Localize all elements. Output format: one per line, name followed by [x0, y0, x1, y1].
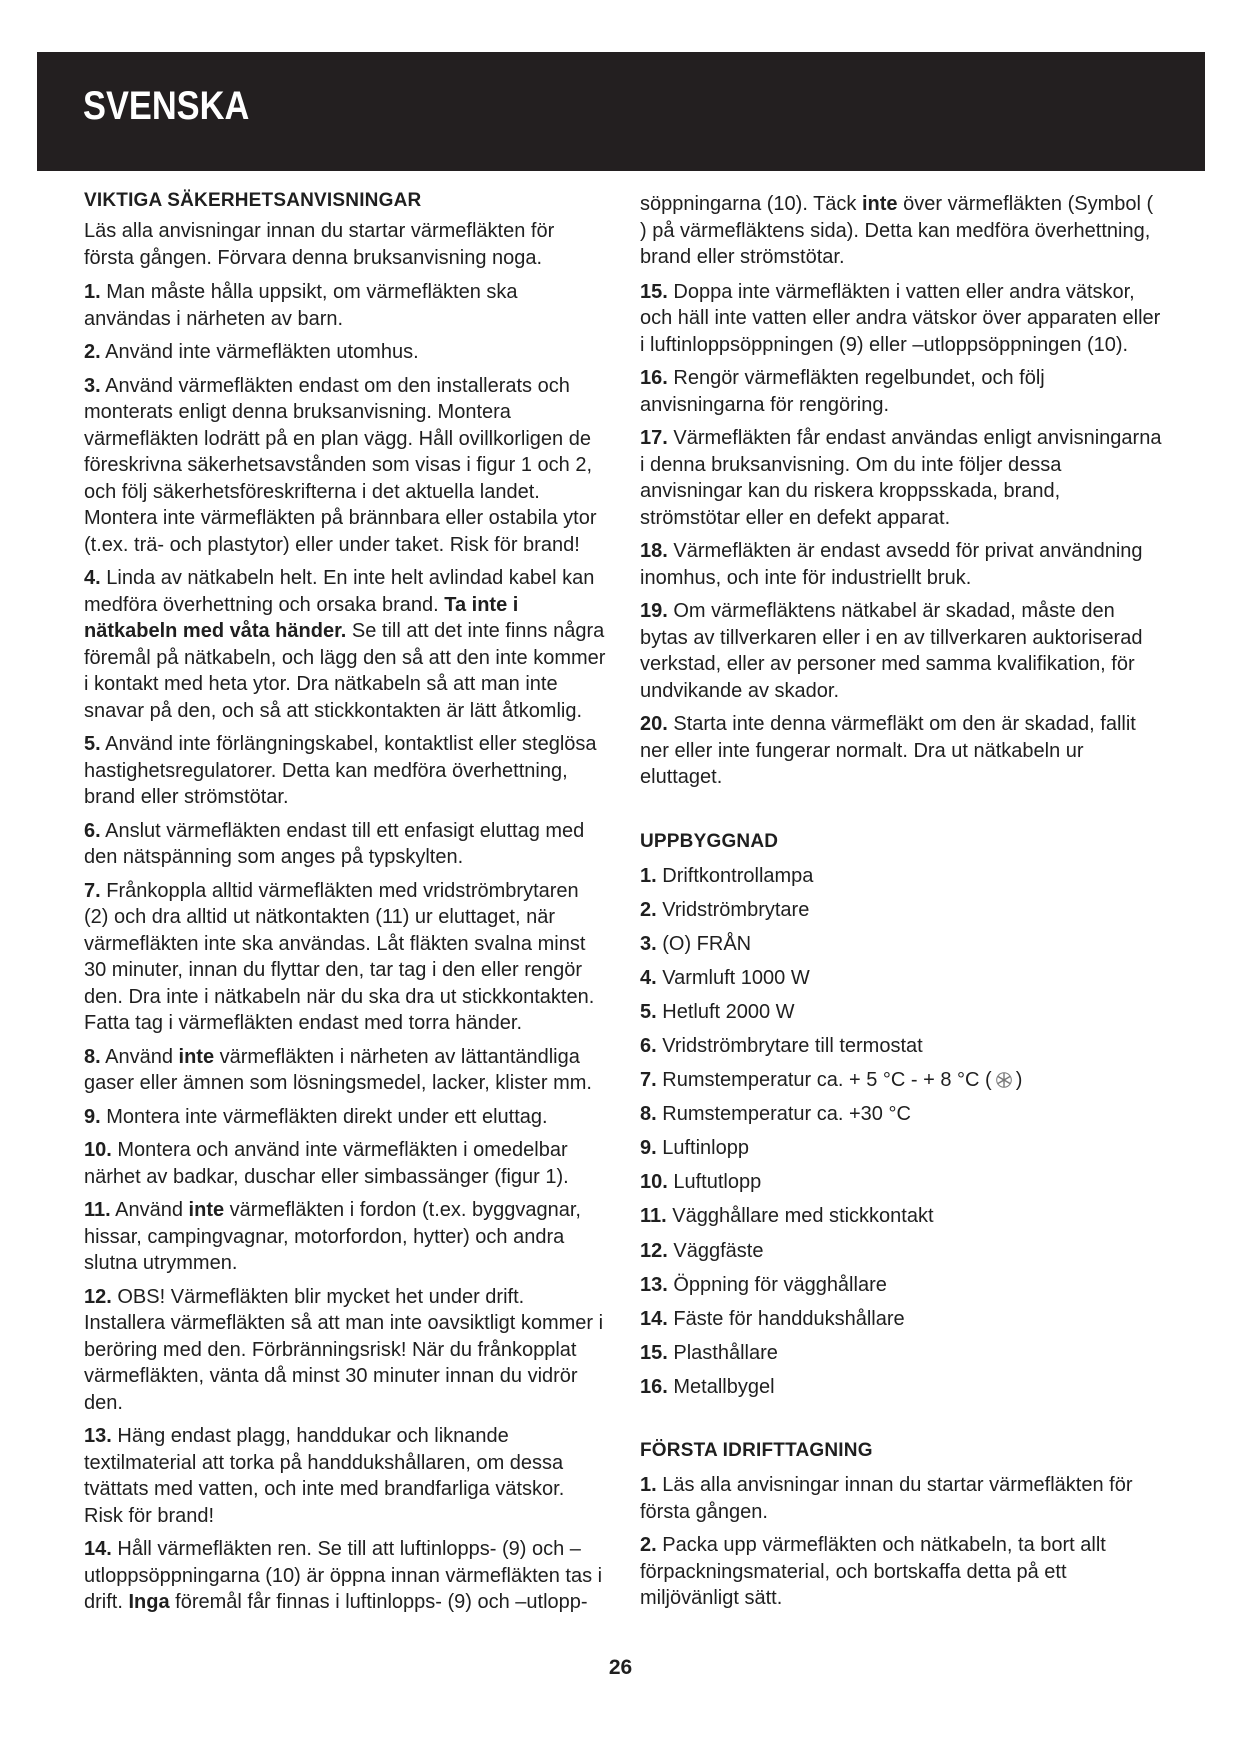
list-item: 8. Rumstemperatur ca. +30 °C: [640, 1103, 911, 1126]
right-column: [640, 188, 1165, 1619]
list-item: 8. Använd inte värmefläkten i närheten av lättantändliga gaser eller ämnen som lösningsmedel, lacker, klister mm.: [84, 1045, 592, 1094]
list-item: 19. Om värmefläktens nätkabel är skadad, måste den bytas av tillverkaren eller i en av tillverkaren auktoriserad verkstad, eller av personer med samma kvalifikation, för undvikande av skador.: [640, 600, 1143, 702]
forsta-section: [640, 1438, 1165, 1612]
list-item: 3. (O) FRÅN: [640, 932, 752, 955]
item-14-continuation: söppningarna (10). Täck inte över värmefläkten (Symbol ( ) på värmefläktens sida). Detta kan medföra överhettning, brand eller strömstötar.: [640, 193, 1154, 268]
list-item: 3. Använd värmefläkten endast om den installerats och monterats enligt denna bruksanvisning. Montera värmefläkten lodrätt på en plan vägg. Håll ovillkorligen de föreskrivna säkerhetsavstånden som visas i figur 1 och 2, och följ säkerhetsföreskrifterna i det aktuella landet. Montera inte värmefläkten på brännbara eller ostabila ytor (t.ex. trä- och plastytor) eller under taket. Risk för brand!: [84, 374, 597, 556]
list-item: 15. Doppa inte värmefläkten i vatten eller andra vätskor, och häll inte vatten eller andra vätskor över apparaten eller i luftinloppsöppningen (9) eller –utloppsöppningen (10).: [640, 280, 1161, 356]
parts-list: [640, 863, 1165, 1401]
list-item: 13. Öppning för vägghållare: [640, 1273, 887, 1296]
list-item: 10. Luftutlopp: [640, 1171, 762, 1194]
forsta-list: [640, 1472, 1165, 1612]
list-item: 12. Väggfäste: [640, 1239, 764, 1262]
frost-icon: [994, 1070, 1014, 1088]
language-title: SVENSKA: [83, 84, 250, 128]
list-item: 5. Hetluft 2000 W: [640, 1000, 795, 1023]
uppbyggnad-heading: UPPBYGGNAD: [640, 830, 779, 852]
list-item: 17. Värmefläkten får endast användas enligt anvisningarna i denna bruksanvisning. Om du inte följer dessa anvisningar kan du riskera kroppsskada, brand, strömstötar eller en defekt apparat.: [640, 427, 1162, 529]
list-item: 1. Läs alla anvisningar innan du startar värmefläkten för första gången.: [640, 1474, 1133, 1523]
safety-list-left: [84, 279, 606, 1616]
page-header: [37, 52, 1205, 171]
list-item: 9. Montera inte värmefläkten direkt under ett eluttag.: [84, 1105, 548, 1128]
list-item: 4. Linda av nätkabeln helt. En inte helt avlindad kabel kan medföra överhettning och orsaka brand. Ta inte i nätkabeln med våta händer. Se till att det inte finns några föremål på nätkabeln, och lägg den så att den inte kommer i kontakt med heta ytor. Dra nätkabeln så att man inte snavar på den, och så att stickkontakten är lätt åtkomlig.: [84, 567, 606, 722]
list-item: 13. Häng endast plagg, handdukar och liknande textilmaterial att torka på handdukshållaren, om dessa tvättats med vatten, och inte med brandfarliga vätskor. Risk för brand!: [84, 1425, 565, 1527]
list-item: 20. Starta inte denna värmefläkt om den är skadad, fallit ner eller inte fungerar normalt. Dra ut nätkabeln ur eluttaget.: [640, 713, 1136, 788]
list-item: 7. Frånkoppla alltid värmefläkten med vridströmbrytaren (2) och dra alltid ut nätkontakten (11) ur eluttaget, när värmefläkten inte ska användas. Låt fläkten svalna minst 30 minuter, innan du flyttar den, tar tag i den eller rengör den. Dra inte i nätkabeln när du ska dra ut stickkontakten. Fatta tag i värmefläkten endast med torra händer.: [84, 879, 595, 1034]
list-item: 14. Fäste för handdukshållare: [640, 1307, 905, 1330]
list-item: 1. Driftkontrollampa: [640, 864, 814, 887]
list-item: 11. Använd inte värmefläkten i fordon (t.ex. byggvagnar, hissar, campingvagnar, motorfordon, hytter) och andra slutna utrymmen.: [84, 1199, 581, 1274]
list-item: 14. Håll värmefläkten ren. Se till att luftinlopps- (9) och –utloppsöppningarna (10) är öppna innan värmefläkten tas i drift. Inga föremål får finnas i luftinlopps- (9) och –utlopp-: [84, 1538, 603, 1613]
forsta-heading: FÖRSTA IDRIFTTAGNING: [640, 1440, 873, 1462]
safety-heading: VIKTIGA SÄKERHETSANVISNINGAR: [84, 190, 422, 211]
page-number: 26: [608, 1656, 633, 1679]
list-item: 2. Vridströmbrytare: [640, 898, 810, 921]
list-item: 6. Vridströmbrytare till termostat: [640, 1034, 923, 1057]
list-item: 7. Rumstemperatur ca. + 5 °C - + 8 °C ( ): [640, 1069, 1023, 1092]
list-item: 2. Packa upp värmefläkten och nätkabeln, ta bort allt förpackningsmaterial, och bortskaffa detta på ett miljövänligt sätt.: [640, 1534, 1106, 1610]
list-item: 4. Varmluft 1000 W: [640, 966, 810, 989]
list-item: 10. Montera och använd inte värmefläkten i omedelbar närhet av badkar, duschar eller simbassänger (figur 1).: [84, 1139, 569, 1188]
list-item: 11. Vägghållare med stickkontakt: [640, 1205, 934, 1228]
list-item: 16. Metallbygel: [640, 1375, 775, 1398]
safety-list-right: [640, 279, 1165, 791]
safety-intro: Läs alla anvisningar innan du startar värmefläkten för första gången. Förvara denna bruksanvisning noga.: [84, 220, 555, 269]
left-column: [84, 188, 606, 1623]
list-item: 1. Man måste hålla uppsikt, om värmefläkten ska användas i närheten av barn.: [84, 281, 518, 330]
uppbyggnad-section: [640, 829, 1165, 1401]
list-item: 2. Använd inte värmefläkten utomhus.: [84, 341, 419, 363]
list-item: 16. Rengör värmefläkten regelbundet, och följ anvisningarna för rengöring.: [640, 367, 1045, 416]
list-item: 15. Plasthållare: [640, 1341, 778, 1364]
list-item: 18. Värmefläkten är endast avsedd för privat användning inomhus, och inte för industriellt bruk.: [640, 540, 1143, 589]
list-item: 5. Använd inte förlängningskabel, kontaktlist eller steglösa hastighetsregulatorer. Detta kan medföra överhettning, brand eller strömstötar.: [84, 733, 597, 808]
list-item: 9. Luftinlopp: [640, 1137, 749, 1160]
list-item: 6. Anslut värmefläkten endast till ett enfasigt eluttag med den nätspänning som anges på typskylten.: [84, 819, 585, 868]
list-item: 12. OBS! Värmefläkten blir mycket het under drift. Installera värmefläkten så att man inte oavsiktligt kommer i beröring med den. Förbränningsrisk! När du frånkopplat värmefläkten, vänta då minst 30 minuter innan du vidrör den.: [84, 1285, 604, 1414]
